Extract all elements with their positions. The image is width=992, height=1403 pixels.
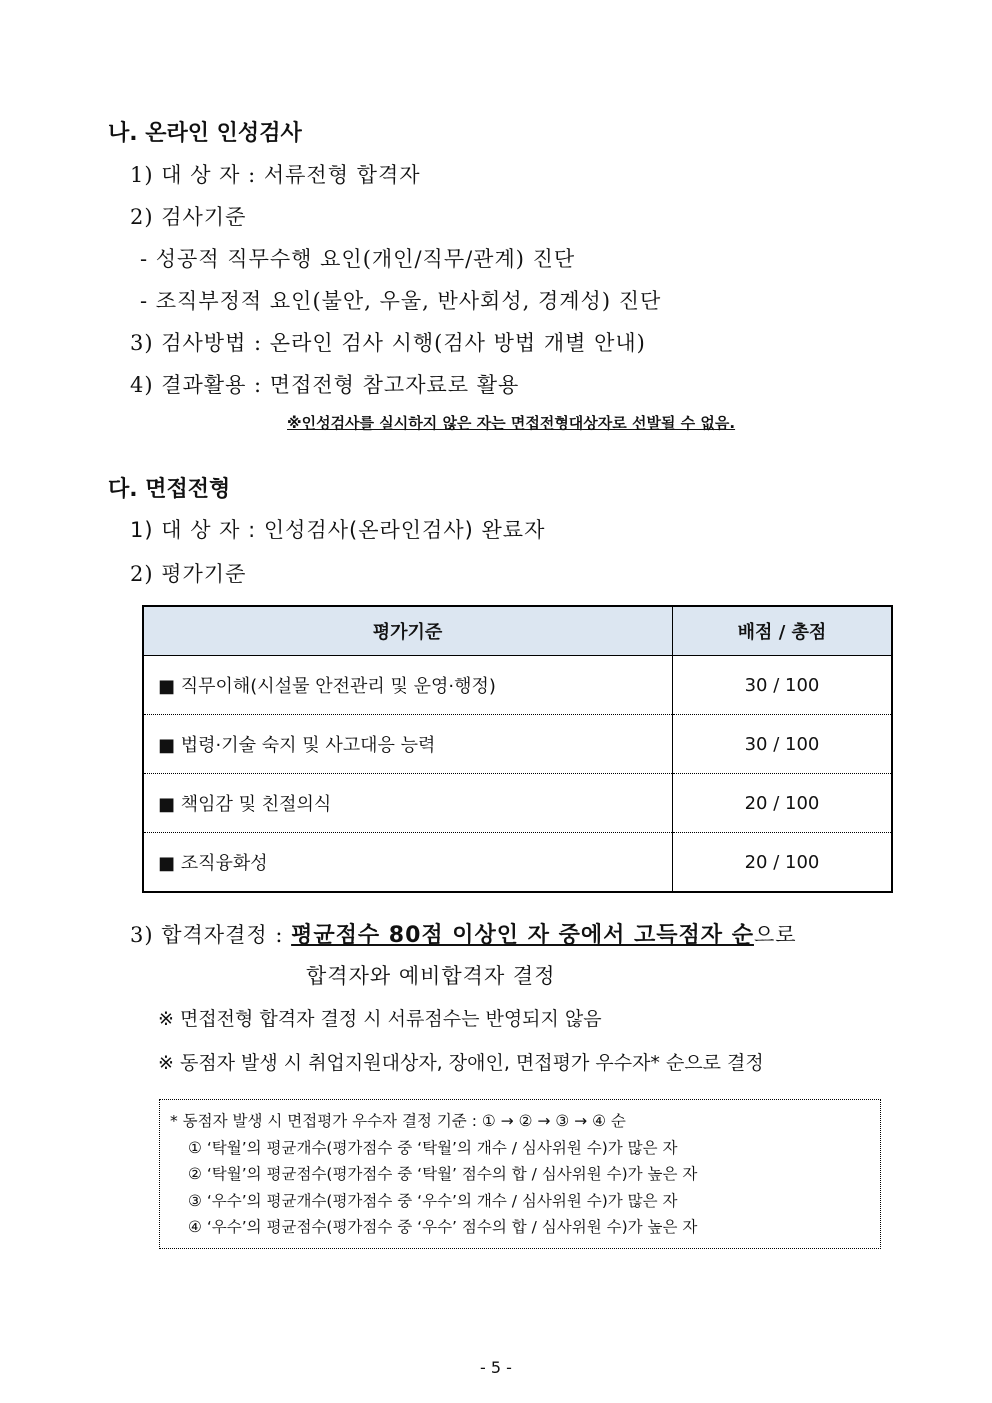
interview-criteria-label: 2) 평가기준 xyxy=(130,562,247,586)
table-cell-score: 30 / 100 xyxy=(673,715,893,774)
section-heading-online-test: 나. 온라인 인성검사 xyxy=(108,121,302,146)
online-test-usage: 4) 결과활용 : 면접전형 참고자료로 활용 xyxy=(130,373,520,397)
table-cell-criteria: ■ 조직융화성 xyxy=(143,833,673,893)
tiebreak-item: ① ‘탁월’의 평균개수(평가점수 중 ‘탁월’의 개수 / 심사위원 수)가 많은 자 xyxy=(188,1138,678,1157)
tiebreak-item: ④ ‘우수’의 평균점수(평가점수 중 ‘우수’ 점수의 합 / 심사위원 수)가 높은 자 xyxy=(188,1218,698,1236)
online-test-criteria: 2) 검사기준 xyxy=(130,205,247,229)
table-header-score: 배점 / 총점 xyxy=(673,606,893,656)
table-cell-score: 20 / 100 xyxy=(744,851,820,873)
pass-decision-label: 3) 합격자결정 : xyxy=(130,923,292,947)
table-row xyxy=(143,656,892,715)
table-row xyxy=(143,833,892,893)
tiebreak-criteria-box xyxy=(159,1099,881,1249)
table-header-criteria: 평가기준 xyxy=(143,606,673,656)
pass-decision-suffix: 으로 xyxy=(753,923,797,947)
pass-decision-emphasis: 평균점수 80점 이상인 자 중에서 고득점자 순 xyxy=(291,923,754,948)
pass-decision-line2: 합격자와 예비합격자 결정 xyxy=(306,964,556,988)
table-cell-score: 30 / 100 xyxy=(673,656,893,715)
online-test-criteria-item: - 조직부정적 요인(불안, 우울, 반사회성, 경계성) 진단 xyxy=(140,289,662,313)
table-row xyxy=(143,715,892,774)
online-test-warning-note: ※인성검사를 실시하지 않은 자는 면접전형대상자로 선발될 수 없음. xyxy=(287,414,736,432)
tiebreak-item: ③ ‘우수’의 평균개수(평가점수 중 ‘우수’의 개수 / 심사위원 수)가 많은 자 xyxy=(188,1191,678,1210)
table-cell-criteria: ■ 법령·기술 숙지 및 사고대응 능력 xyxy=(143,715,673,774)
table-header-row xyxy=(143,606,892,656)
tiebreak-title: * 동점자 발생 시 면접평가 우수자 결정 기준 : ① → ② → ③ → ④ 순 xyxy=(170,1112,626,1130)
page-number: - 5 - xyxy=(480,1358,512,1377)
online-test-method: 3) 검사방법 : 온라인 검사 시행(검사 방법 개별 안내) xyxy=(130,331,646,355)
tiebreak-item: ② ‘탁월’의 평균점수(평가점수 중 ‘탁월’ 점수의 합 / 심사위원 수)가 높은 자 xyxy=(188,1165,698,1183)
interview-note: ※ 면접전형 합격자 결정 시 서류점수는 반영되지 않음 xyxy=(158,1008,602,1030)
table-cell-criteria: ■ 책임감 및 친절의식 xyxy=(143,774,673,833)
interview-target: 1) 대 상 자 : 인성검사(온라인검사) 완료자 xyxy=(130,518,546,542)
section-heading-interview: 다. 면접전형 xyxy=(108,477,231,502)
table-cell-score: 20 / 100 xyxy=(673,774,893,833)
table-row xyxy=(143,774,892,833)
interview-criteria-table xyxy=(142,605,893,893)
interview-note: ※ 동점자 발생 시 취업지원대상자, 장애인, 면접평가 우수자* 순으로 결정 xyxy=(158,1052,764,1074)
online-test-target: 1) 대 상 자 : 서류전형 합격자 xyxy=(130,163,421,187)
pass-decision xyxy=(130,918,797,949)
online-test-criteria-item: - 성공적 직무수행 요인(개인/직무/관계) 진단 xyxy=(140,247,576,271)
table-cell-criteria: ■ 직무이해(시설물 안전관리 및 운영·행정) xyxy=(143,656,673,715)
